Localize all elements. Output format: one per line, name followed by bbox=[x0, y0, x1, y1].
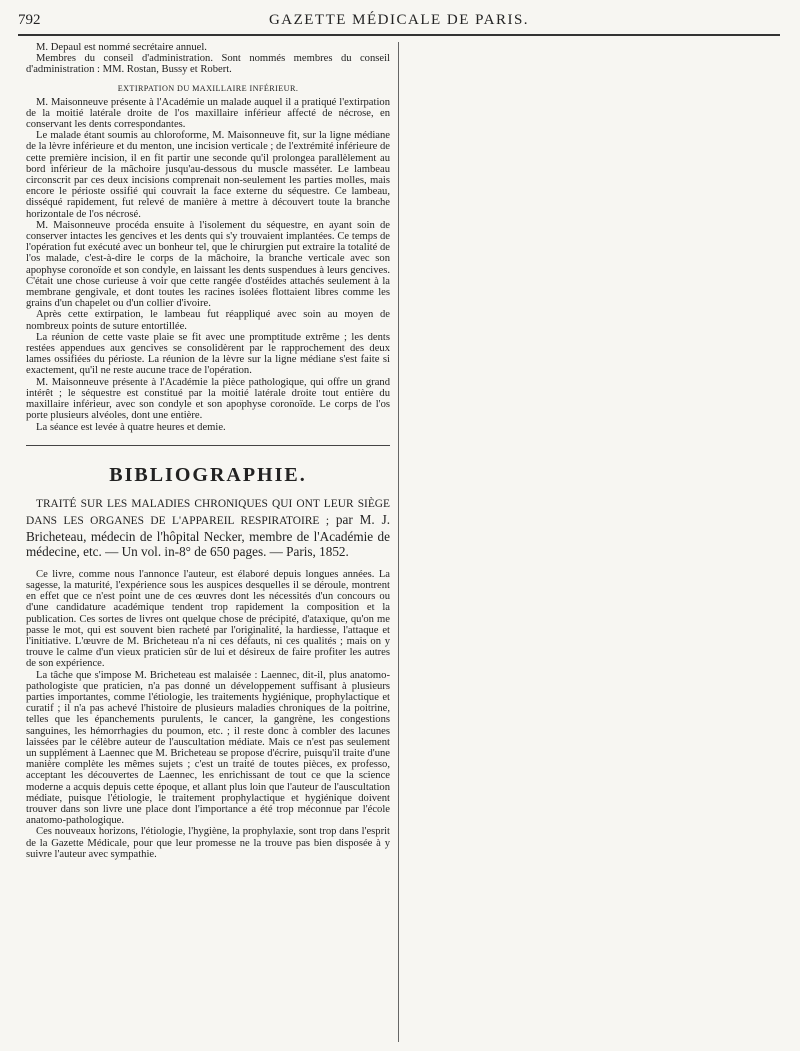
page-number: 792 bbox=[18, 12, 41, 28]
left-paragraph-11: La tâche que s'impose M. Bricheteau est malaisée : Laennec, dit-il, plus anatomo-pathologiste que praticien, n'a pas donné un développement suffisant à plusieurs parties importantes, comme l'étiologie, les traitements hygiénique, prophylactique et curatif ; il n'a pas achevé l'histoire de plusieurs maladies chroniques de la poitrine, telles que les épanchements purulents, le cancer, la gangrène, les congestions sanguines, les hémorrhagies du poumon, etc. ; il reste donc à combler des lacunes laissées par le célèbre auteur de l'auscultation médiate. Mais ce n'est pas seulement un supplément à Laennec que M. Bricheteau se propose d'écrire, puisqu'il traite d'une manière complète les mêmes sujets ; c'est un traité de toutes pièces, ex professo, acceptant les découvertes de Laennec, les enrichissant de tout ce que la science moderne a acquis depuis cette époque, et allant plus loin que l'auteur de l'auscultation médiate, puisque l'étiologie, le traitement prophylactique et hygiénique doivent trouver dans son livre une place dont l'importance a été trop méconnue par l'école anatomo-pathologique. bbox=[26, 669, 390, 827]
left-paragraph-1: M. Depaul est nommé secrétaire annuel. bbox=[36, 42, 207, 53]
left-paragraph-2: Membres du conseil d'administration. Sont nommés membres du conseil d'administration : MM. Rostan, Bussy et Robert. bbox=[26, 53, 390, 76]
column-rule bbox=[398, 42, 399, 1042]
left-paragraph-10: Ce livre, comme nous l'annonce l'auteur, est élaboré depuis longues années. La sagesse, la maturité, l'expérience sous les auspices desquelles il se déroule, montrent en effet que ce n'est point une de ces œuvres dont les nécessités d'un concours ou d'une candidature académique tendent trop rapidement la composition et la publication. Ces sortes de livres ont quelque chose de précipité, d'ataxique, qu'on me passe le mot, qui est souvent bien racheté par l'originalité, la hardiesse, l'attaque et l'initiative. L'œuvre de M. Bricheteau n'a ni ces défauts, ni ces qualités ; mais on y trouve le calme d'un vieux praticien sûr de lui et désireux de faire profiter les autres de son expérience. bbox=[26, 568, 390, 670]
extirpation-heading: EXTIRPATION DU MAXILLAIRE INFÉRIEUR. bbox=[117, 83, 299, 93]
left-column bbox=[26, 42, 390, 1047]
running-header bbox=[18, 12, 780, 34]
left-paragraph-5: M. Maisonneuve procéda ensuite à l'isolement du séquestre, en ayant soin de conserver intactes les gencives et les dents qui s'y trouvaient implantées. Ce temps de l'opération fut exécuté avec un bonheur tel, que le chirurgien put extraire la totalité de l'os malade, c'est-à-dire le corps de la mâchoire, la branche verticale avec son apophyse coronoïde et son condyle, en laissant les dents suspendues à leurs gencives. C'était une chose curieuse à voir que cette rangée d'ostéides attachés seulement à la membrane gengivale, et dont toutes les racines isolées flottaient libres comme les grains d'un chapelet ou d'un collier d'ivoire. bbox=[26, 219, 390, 310]
section-rule bbox=[26, 445, 390, 446]
left-paragraph-8: M. Maisonneuve présente à l'Académie la pièce pathologique, qui offre un grand intérêt ; le séquestre est constitué par la moitié latérale droite tout entière du maxillaire inférieur, avec son condyle et son apophyse coronoïde. Le corps de l'os porte plusieurs alvéoles, dont une entière. bbox=[26, 376, 390, 422]
bibliographie-title: BIBLIOGRAPHIE. bbox=[109, 463, 307, 486]
book-title-caps: TRAITÉ SUR LES MALADIES CHRONIQUES QUI ONT LEUR SIÈGE DANS LES ORGANES DE L'APPAREIL RESPIRATOIRE ; bbox=[26, 497, 390, 527]
right-column bbox=[404, 42, 776, 1047]
header-rule bbox=[18, 34, 780, 36]
left-paragraph-9: La séance est levée à quatre heures et demie. bbox=[36, 421, 226, 433]
book-title bbox=[26, 495, 390, 559]
left-paragraph-7: La réunion de cette vaste plaie se fit avec une promptitude extrême ; les dents restées appendues aux gencives se consolidèrent par le rapprochement des deux lames ossifiées du périoste. La réunion de la lèvre sur la ligne médiane s'est faite si exactement, qu'il ne reste aucune trace de l'opération. bbox=[26, 331, 390, 377]
book-title-author: par M. J. Bricheteau, médecin de l'hôpital Necker, membre de l'Académie de médecine, etc. — Un vol. in-8° de 650 pages. — Paris, 1852. bbox=[26, 511, 390, 559]
left-paragraph-4: Le malade étant soumis au chloroforme, M. Maisonneuve fit, sur la ligne médiane de la lèvre inférieure et du menton, une incision verticale ; de l'extrémité inférieure de cette première incision, il en fit partir une seconde qu'il prolongea parallèlement au bord inférieur de la mâchoire jusqu'au-dessous du muscle masséter. Le lambeau circonscrit par ces deux incisions comprenait non-seulement les parties molles, mais encore le périoste ossifié qui couvrait la face externe du séquestre. Ce lambeau, disséqué rapidement, fut relevé de manière à mettre à découvert toute la branche horizontale de l'os nécrosé. bbox=[26, 130, 390, 220]
left-paragraph-12: Ces nouveaux horizons, l'étiologie, l'hygiène, la prophylaxie, sont trop dans l'esprit de la Gazette Médicale, pour que leur promesse ne la trouve pas bien disposée à y suivre l'auteur avec sympathie. bbox=[26, 826, 390, 860]
journal-title: GAZETTE MÉDICALE DE PARIS. bbox=[268, 12, 530, 28]
left-paragraph-6: Après cette extirpation, le lambeau fut réappliqué avec soin au moyen de nombreux points de suture entortillée. bbox=[26, 309, 390, 332]
left-paragraph-3: M. Maisonneuve présente à l'Académie un malade auquel il a pratiqué l'extirpation de la moitié latérale droite de l'os maxillaire inférieur affecté de nécrose, en conservant les dents correspondantes. bbox=[26, 96, 390, 131]
